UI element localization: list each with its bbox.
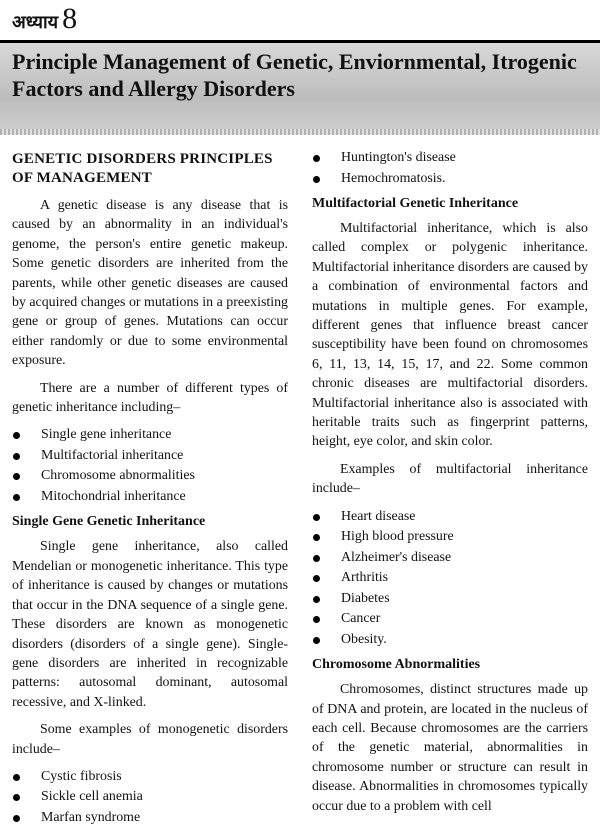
bullet-icon (13, 794, 20, 801)
list-item: Single gene inheritance (12, 425, 288, 446)
intro-paragraph: A genetic disease is any disease that is caused by an abnormality in an individual's genome, the person's entire genetic makeup. Some genetic disorders are inherited from the parents, while other genetic diseases are caused by acquired changes or mutations in a preexisting gene or group of genes. Mutations can occur either randomly or due to some environmental exposure. (12, 198, 288, 369)
list-item: Multifactorial inheritance (12, 446, 288, 467)
monogenetic-examples-intro: Some examples of monogenetic disorders include– (12, 722, 288, 757)
multifactorial-examples-list (312, 507, 588, 651)
list-item: Cystic fibrosis (12, 767, 288, 788)
bullet-icon (313, 534, 320, 541)
bullet-icon (313, 155, 320, 162)
list-item: High blood pressure (312, 527, 588, 548)
multifactorial-examples-intro: Examples of multifactorial inheritance include– (312, 461, 588, 497)
inheritance-types-list (12, 425, 288, 507)
monogenetic-examples-list-cont (312, 148, 588, 189)
list-item: Cancer (312, 609, 588, 630)
multifactorial-paragraph: Multifactorial inheritance, which is also called complex or polygenic inheritance. Multifactorial inheritance disorders are caused by a combination of environmental factors and mutations in multiple genes. For example, different genes that influence breast cancer susceptibility have been found on chromosomes 6, 11, 13, 14, 15, 17, and 22. Some common chronic diseases are multifactorial disorders. Multifactorial inheritance also is associated with heritable traits such as fingerprint patterns, height, eye color, and skin color. (312, 221, 588, 450)
bullet-icon (13, 432, 20, 439)
chapter-label (12, 2, 77, 36)
list-item: Alzheimer's disease (312, 548, 588, 569)
bullet-icon (313, 514, 320, 521)
chapter-number: 8 (62, 2, 78, 35)
list-item: Arthritis (312, 568, 588, 589)
bullet-icon (13, 453, 20, 460)
bullet-icon (13, 494, 20, 501)
section-heading: GENETIC DISORDERS PRINCIPLES OF MANAGEMENT (12, 151, 273, 186)
bullet-icon (13, 815, 20, 822)
bullet-icon (13, 774, 20, 781)
list-item: Marfan syndrome (12, 808, 288, 829)
right-column (312, 148, 588, 824)
bullet-icon (313, 637, 320, 644)
bullet-icon (313, 575, 320, 582)
subheading-single-gene: Single Gene Genetic Inheritance (12, 514, 206, 530)
subheading-chromosome: Chromosome Abnormalities (312, 657, 481, 673)
bullet-icon (313, 555, 320, 562)
bullet-icon (313, 176, 320, 183)
subheading-multifactorial: Multifactorial Genetic Inheritance (312, 196, 519, 211)
list-item: Obesity. (312, 630, 588, 651)
list-item: Huntington's disease (312, 148, 588, 169)
bullet-icon (313, 616, 320, 623)
list-item: Heart disease (312, 507, 588, 528)
list-item: Mitochondrial inheritance (12, 487, 288, 508)
list-item: Chromosome abnormalities (12, 466, 288, 487)
chapter-word: अध्याय (12, 12, 59, 32)
monogenetic-examples-list (12, 767, 288, 829)
list-item: Diabetes (312, 589, 588, 610)
left-column (12, 148, 288, 834)
list-item: Hemochromatosis. (312, 169, 588, 190)
types-intro-paragraph: There are a number of different types of genetic inheritance including– (12, 380, 288, 416)
bullet-icon (313, 596, 320, 603)
list-item: Sickle cell anemia (12, 787, 288, 808)
bullet-icon (13, 473, 20, 480)
chapter-title: Principle Management of Genetic, Enviornmental, Itrogenic Factors and Allergy Disorders (12, 49, 577, 101)
chromosome-paragraph: Chromosomes, distinct structures made up of DNA and protein, are located in the nucleus of each cell. Because chromosomes are the carriers of the genetic material, abnormalities in chromosome number or structure can result in disease. Abnormalities in chromosomes typically occur due to a problem with cell (312, 682, 588, 814)
single-gene-paragraph: Single gene inheritance, also called Mendelian or monogenetic inheritance. This type of inheritance is caused by changes or mutations that occur in the DNA sequence of a single gene. These disorders are known as monogenetic disorders (disorders of a single gene). Single-gene disorders are inherited in recognizable patterns: autosomal dominant, autosomal recessive, and X-linked. (12, 539, 288, 710)
